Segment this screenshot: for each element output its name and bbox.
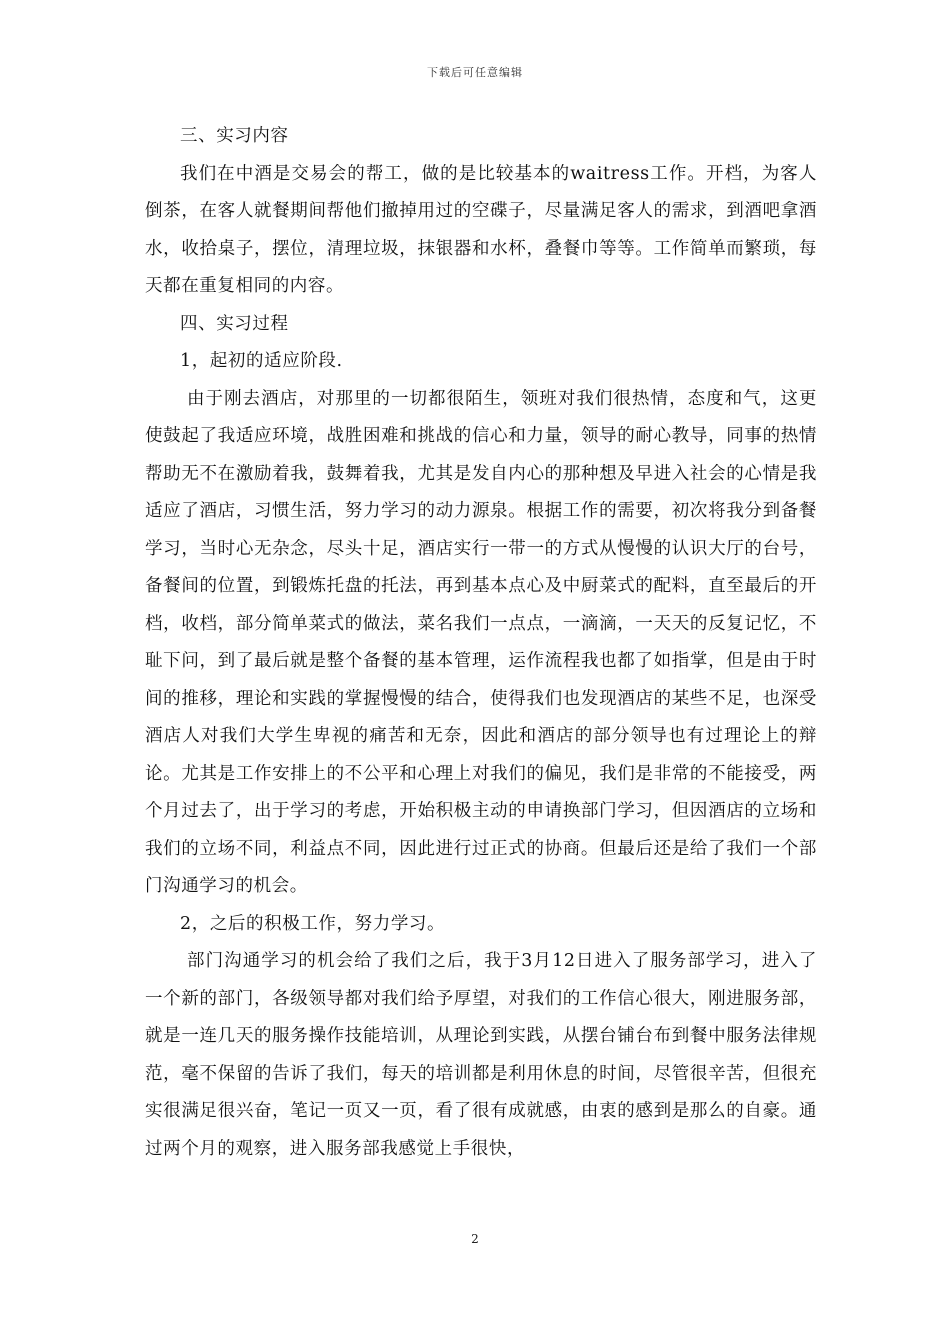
section-4-title: 四、实习过程 [180,313,289,334]
item-1-title: 1，起初的适应阶段. [180,351,343,371]
item-2-title: 2，之后的积极工作，努力学习。 [180,913,446,934]
page-header-note: 下载后可任意编辑 [427,66,523,79]
page-number: 2 [471,1232,479,1246]
item-2-paragraph: 部门沟通学习的机会给了我们之后，我于3月12日进入了服务部学习，进入了一个新的部门，各级领导都对我们给予厚望，对我们的工作信心很大，刚进服务部，就是一连几天的服务操作技能培训，从理论到实践，从摆台铺台布到餐中服务法律规范，毫不保留的告诉了我们，每天的培训都是利用休息的时间，尽管很辛苦，但很充实很满足很兴奋，笔记一页又一页，看了很有成就感，由衷的感到是那么的自豪。通过两个月的观察，进入服务部我感觉上手很快， [145,951,817,1159]
document-body [145,118,817,1168]
section-3-title: 三、实习内容 [180,126,289,146]
section-3-paragraph: 我们在中酒是交易会的帮工，做的是比较基本的waitress工作。开档，为客人倒茶，在客人就餐期间帮他们撤掉用过的空碟子，尽量满足客人的需求，到酒吧拿酒水，收拾桌子，摆位，清理垃圾，抹银器和水杯，叠餐巾等等。工作简单而繁琐，每天都在重复相同的内容。 [145,163,817,296]
item-1-paragraph: 由于刚去酒店，对那里的一切都很陌生，领班对我们很热情，态度和气，这更使鼓起了我适应环境，战胜困难和挑战的信心和力量，领导的耐心教导，同事的热情帮助无不在激励着我，鼓舞着我，尤其是发自内心的那种想及早进入社会的心情是我适应了酒店，习惯生活，努力学习的动力源泉。根据工作的需要，初次将我分到备餐学习，当时心无杂念，尽头十足，酒店实行一带一的方式从慢慢的认识大厅的台号，备餐间的位置，到锻炼托盘的托法，再到基本点心及中厨菜式的配料，直至最后的开档，收档，部分简单菜式的做法，菜名我们一点点，一滴滴，一天天的反复记忆，不耻下问，到了最后就是整个备餐的基本管理，运作流程我也都了如指掌，但是由于时间的推移，理论和实践的掌握慢慢的结合，使得我们也发现酒店的某些不足，也深受酒店人对我们大学生卑视的痛苦和无奈，因此和酒店的部分领导也有过理论上的辩论。尤其是工作安排上的不公平和心理上对我们的偏见，我们是非常的不能接受，两个月过去了，出于学习的考虑，开始积极主动的申请换部门学习，但因酒店的立场和我们的立场不同，利益点不同，因此进行过正式的协商。但最后还是给了我们一个部门沟通学习的机会。 [145,388,817,896]
